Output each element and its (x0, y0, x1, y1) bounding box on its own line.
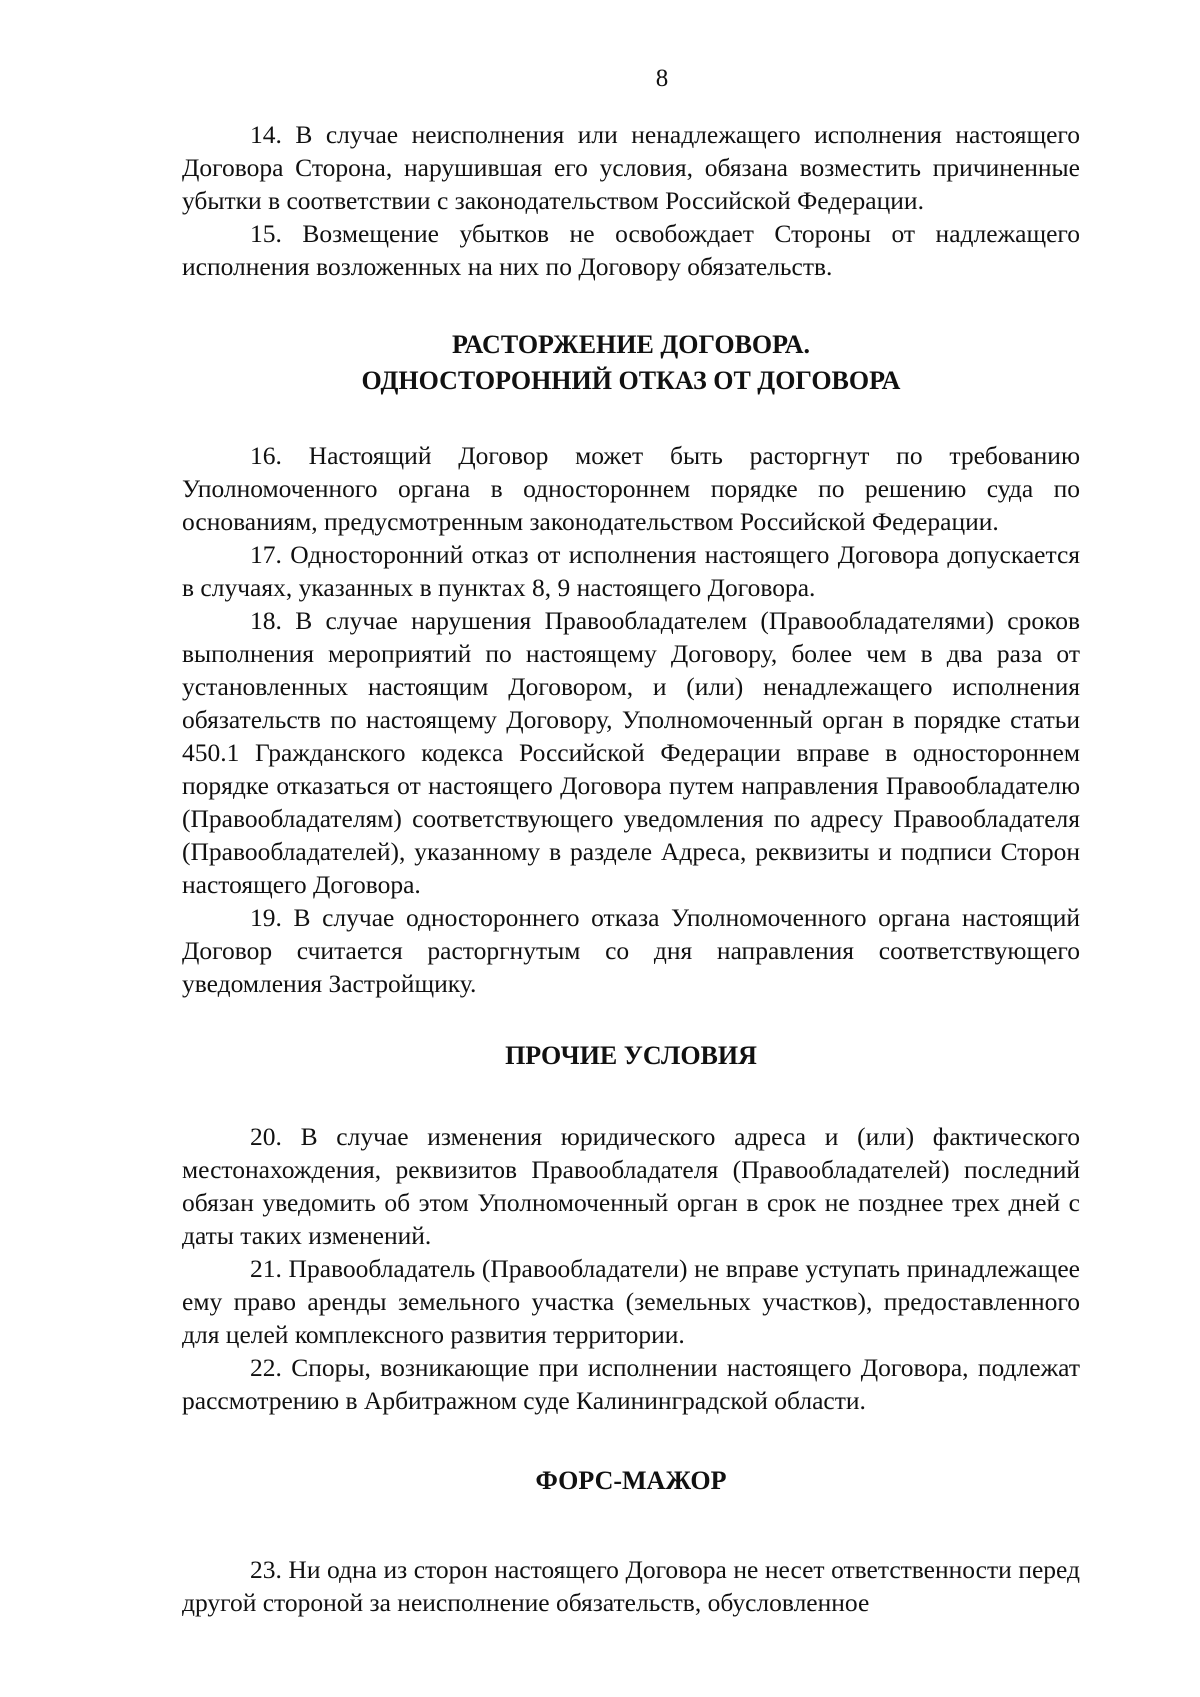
section-heading-termination-line-1: РАСТОРЖЕНИЕ ДОГОВОРА. (452, 330, 810, 359)
paragraph-14: 14. В случае неисполнения или ненадлежащего исполнения настоящего Договора Сторона, нарушившая его условия, обязана возместить причиненные убытки в соответствии с законодательством Российской Федерации. (182, 120, 1080, 215)
paragraph-19: 19. В случае одностороннего отказа Уполномоченного органа настоящий Договор считается расторгнутым со дня направления соответствующего уведомления Застройщику. (182, 903, 1080, 998)
paragraph-23: 23. Ни одна из сторон настоящего Договора не несет ответственности перед другой стороной за неисполнение обязательств, обусловленное (182, 1555, 1080, 1617)
section-heading-termination-line-2: ОДНОСТОРОННИЙ ОТКАЗ ОТ ДОГОВОРА (361, 366, 901, 395)
paragraph-18: 18. В случае нарушения Правообладателем (Правообладателями) сроков выполнения мероприятий по настоящему Договору, более чем в два раза от установленных настоящим Договором, и (или) ненадлежащего исполнения обязательств по настоящему Договору, Уполномоченный орган в порядке статьи 450.1 Гражданского кодекса Российской Федерации вправе в одностороннем порядке отказаться от настоящего Договора путем направления Правообладателю (Правообладателям) соответствующего уведомления по адресу Правообладателя (Правообладателей), указанному в разделе Адреса, реквизиты и подписи Сторон настоящего Договора. (182, 606, 1080, 899)
paragraph-22: 22. Споры, возникающие при исполнении настоящего Договора, подлежат рассмотрению в Арбитражном суде Калининградской области. (182, 1353, 1080, 1415)
document-body (182, 118, 1080, 1619)
page-number: 8 (655, 65, 669, 92)
paragraph-15: 15. Возмещение убытков не освобождает Стороны от надлежащего исполнения возложенных на них по Договору обязательств. (182, 219, 1080, 281)
section-heading-force-majeure: ФОРС-МАЖОР (535, 1466, 727, 1495)
paragraph-20: 20. В случае изменения юридического адреса и (или) фактического местонахождения, реквизитов Правообладателя (Правообладателей) последний обязан уведомить об этом Уполномоченный орган в срок не позднее трех дней с даты таких изменений. (182, 1122, 1080, 1250)
paragraph-21: 21. Правообладатель (Правообладатели) не вправе уступать принадлежащее ему право аренды земельного участка (земельных участков), предоставленного для целей комплексного развития территории. (182, 1254, 1080, 1349)
paragraph-16: 16. Настоящий Договор может быть расторгнут по требованию Уполномоченного органа в одностороннем порядке по решению суда по основаниям, предусмотренным законодательством Российской Федерации. (182, 441, 1080, 536)
section-heading-termination (182, 327, 1080, 399)
paragraph-17: 17. Односторонний отказ от исполнения настоящего Договора допускается в случаях, указанных в пунктах 8, 9 настоящего Договора. (182, 540, 1080, 602)
section-heading-other-terms: ПРОЧИЕ УСЛОВИЯ (505, 1041, 757, 1070)
